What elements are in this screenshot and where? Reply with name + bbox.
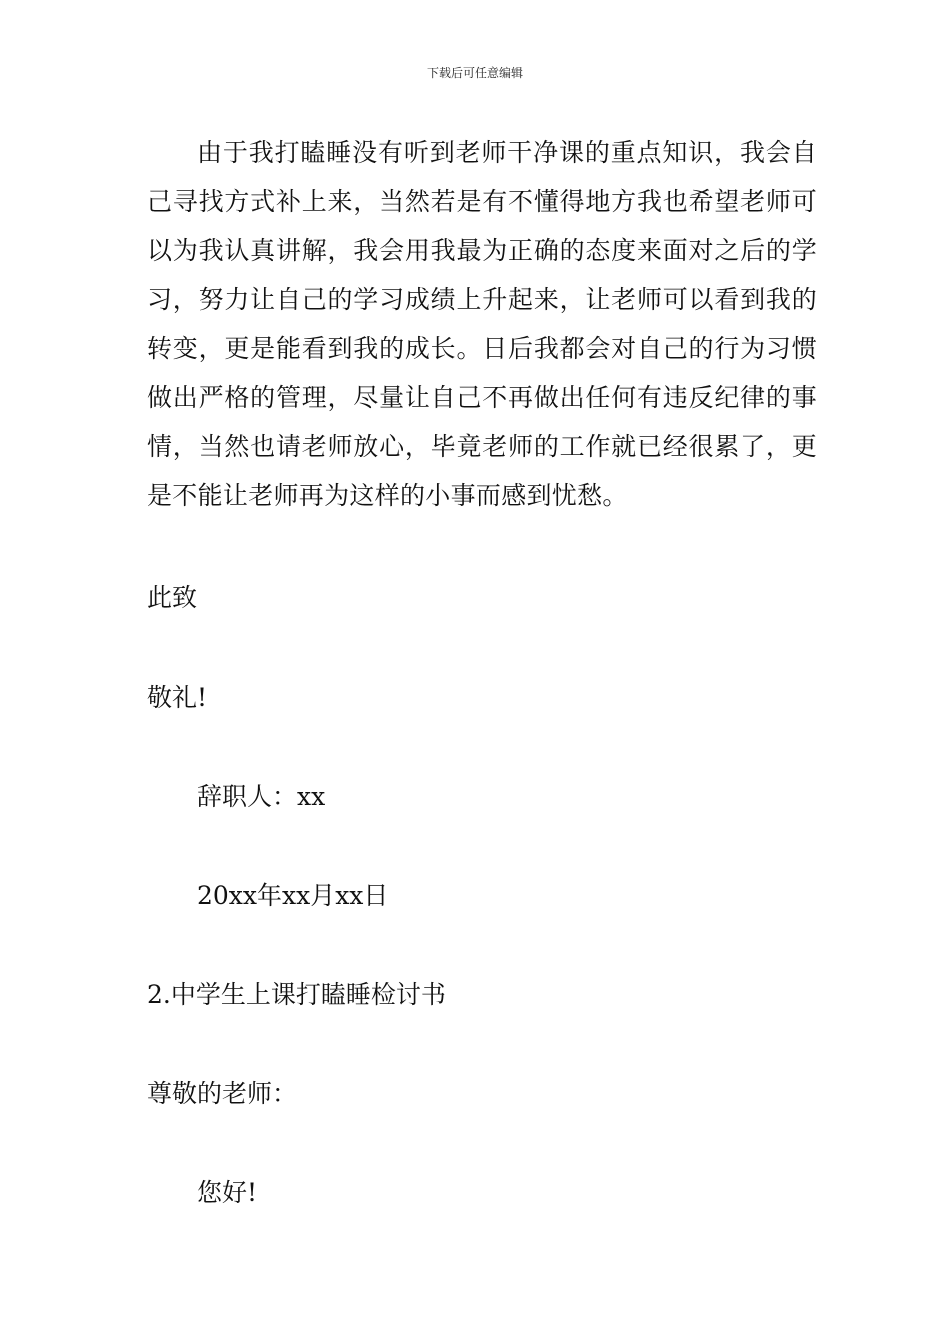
- closing-line-1: 此致: [147, 583, 198, 612]
- greeting-line: 您好!: [197, 1178, 258, 1207]
- body-paragraph: 由于我打瞌睡没有听到老师干净课的重点知识，我会自己寻找方式补上来，当然若是有不懂得地方我也希望老师可以为我认真讲解，我会用我最为正确的态度来面对之后的学习，努力让自己的学习成绩上升起来，让老师可以看到我的转变，更是能看到我的成长。日后我都会对自己的行为习惯做出严格的管理，尽量让自己不再做出任何有违反纪律的事情，当然也请老师放心，毕竟老师的工作就已经很累了，更是不能让老师再为这样的小事而感到忧愁。: [147, 138, 817, 510]
- date-line: 20xx年xx月xx日: [197, 881, 389, 910]
- salutation-line: 尊敬的老师：: [147, 1079, 298, 1108]
- header-note: 下载后可任意编辑: [426, 66, 523, 80]
- signer-line: 辞职人：xx: [197, 782, 326, 811]
- closing-line-2: 敬礼!: [147, 683, 208, 712]
- section-title: 2.中学生上课打瞌睡检讨书: [147, 980, 446, 1009]
